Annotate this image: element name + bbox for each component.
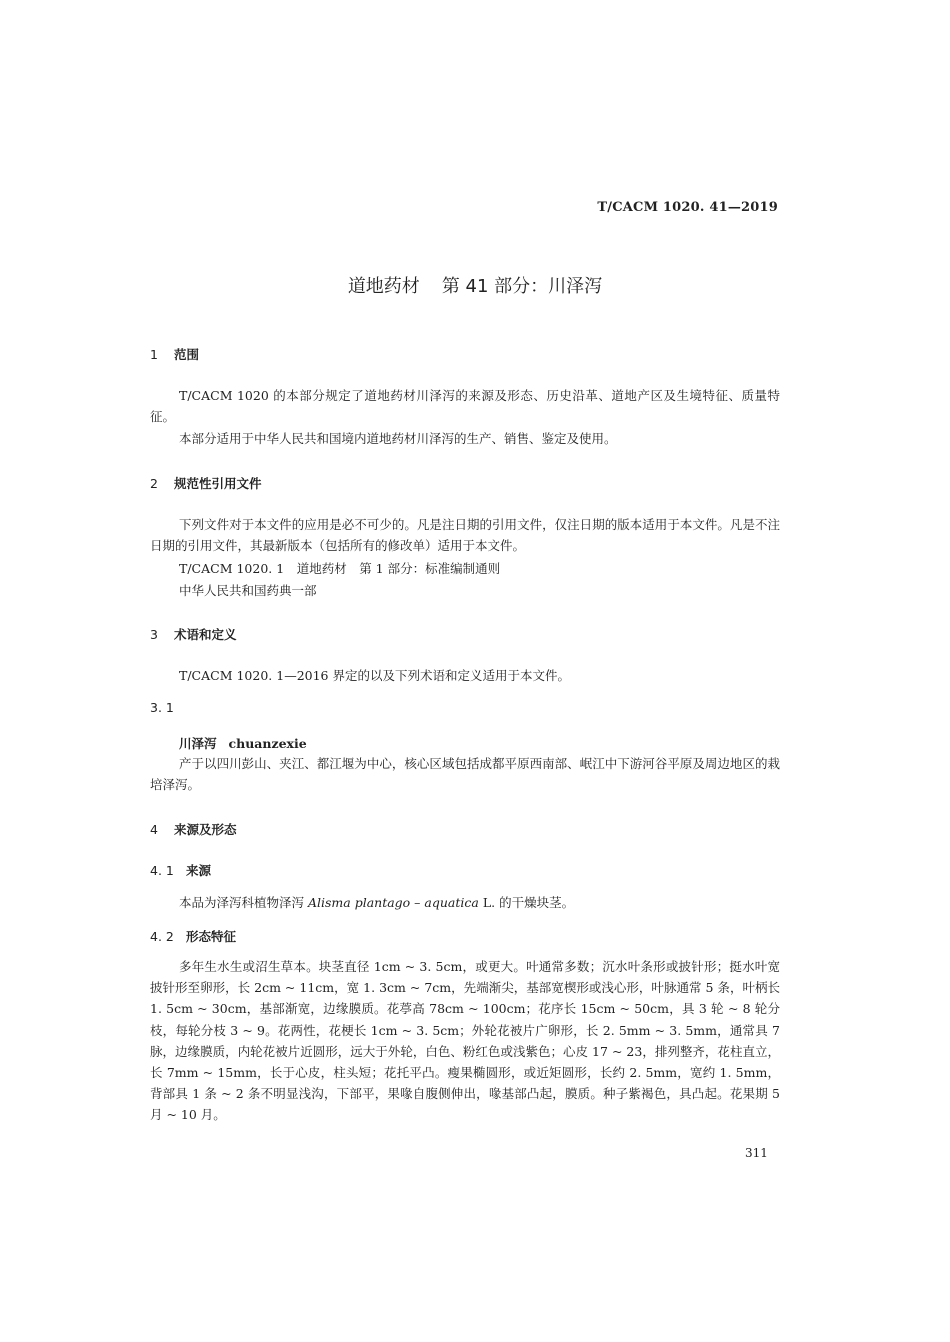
section-title: 范围 bbox=[174, 347, 200, 362]
latin-name: Alisma plantago – aquatica bbox=[307, 895, 479, 910]
subsection-4-2-heading bbox=[150, 927, 236, 945]
section-number: 3 bbox=[150, 627, 158, 642]
title-part2: 第 41 部分：川泽泻 bbox=[441, 276, 603, 297]
section-3-heading bbox=[150, 625, 237, 643]
subsection-number: 4. 1 bbox=[150, 863, 174, 878]
section-title: 来源及形态 bbox=[174, 822, 237, 837]
term-definition: 产于以四川彭山、夹江、都江堰为中心，核心区域包括成都平原西南部、岷江中下游河谷平原及周边地区的栽培泽泻。 bbox=[150, 756, 780, 793]
subsection-number: 3. 1 bbox=[150, 700, 174, 715]
paragraph bbox=[150, 892, 780, 913]
subsection-3-1-heading bbox=[150, 700, 174, 715]
reference-item: 中华人民共和国药典一部 bbox=[179, 583, 317, 598]
paragraph: 下列文件对于本文件的应用是必不可少的。凡是注日期的引用文件，仅注日期的版本适用于本文件。凡是不注日期的引用文件，其最新版本（包括所有的修改单）适用于本文件。 bbox=[150, 517, 780, 554]
subsection-title: 形态特征 bbox=[186, 929, 237, 944]
reference-item: T/CACM 1020. 1 道地药材 第 1 部分：标准编制通则 bbox=[179, 561, 501, 576]
paragraph: T/CACM 1020 的本部分规定了道地药材川泽泻的来源及形态、历史沿革、道地产区及生境特征、质量特征。 bbox=[150, 388, 780, 425]
paragraph: 本部分适用于中华人民共和国境内道地药材川泽泻的生产、销售、鉴定及使用。 bbox=[179, 431, 617, 446]
section-number: 2 bbox=[150, 476, 158, 491]
section-4-heading bbox=[150, 820, 237, 838]
section-title: 规范性引用文件 bbox=[174, 476, 262, 491]
section-1-heading bbox=[150, 345, 199, 363]
term-chinese: 川泽泻 bbox=[179, 736, 217, 751]
paragraph: 多年生水生或沼生草本。块茎直径 1cm ~ 3. 5cm，或更大。叶通常多数；沉水叶条形或披针形；挺水叶宽披针形至卵形，长 2cm ~ 11cm，宽 1. 3cm ~ 7cm，先端渐尖，基部宽楔形或浅心形，叶脉通常 5 条，叶柄长 1. 5cm ~ 30cm，基部渐宽，边缘膜质。花葶高 78cm ~ 100cm；花序长 15cm ~ 50cm，具 3 轮 ~ 8 轮分枝，每轮分枝 3 ~ 9。花两性，花梗长 1cm ~ 3. 5cm；外轮花被片广卵形，长 2. 5mm ~ 3. 5mm，通常具 7 脉，边缘膜质，内轮花被片近圆形，远大于外轮，白色、粉红色或浅紫色；心皮 17 ~ 23，排列整齐，花柱直立，长 7mm ~ 15mm，长于心皮，柱头短；花托平凸。瘦果椭圆形，或近矩圆形，长约 2. 5mm，宽约 1. 5mm，背部具 1 条 ~ 2 条不明显浅沟，下部平，果喙自腹侧伸出，喙基部凸起，膜质。种子紫褐色，具凸起。花果期 5 月 ~ 10 月。 bbox=[150, 959, 780, 1123]
paragraph: T/CACM 1020. 1—2016 界定的以及下列术语和定义适用于本文件。 bbox=[179, 668, 570, 683]
page-title bbox=[0, 272, 950, 298]
term-english: chuanzexie bbox=[228, 736, 307, 751]
section-2-heading bbox=[150, 474, 262, 492]
section-number: 4 bbox=[150, 822, 158, 837]
subsection-title: 来源 bbox=[186, 863, 212, 878]
section-number: 1 bbox=[150, 347, 158, 362]
subsection-number: 4. 2 bbox=[150, 929, 174, 944]
document-number: T/CACM 1020. 41—2019 bbox=[597, 200, 778, 215]
text-run: L. 的干燥块茎。 bbox=[478, 895, 575, 910]
text-run: 本品为泽泻科植物泽泻 bbox=[179, 895, 308, 910]
title-part1: 道地药材 bbox=[347, 276, 420, 297]
subsection-4-1-heading bbox=[150, 861, 211, 879]
section-title: 术语和定义 bbox=[174, 627, 237, 642]
term-entry bbox=[179, 734, 307, 752]
page-number: 311 bbox=[745, 1146, 768, 1160]
